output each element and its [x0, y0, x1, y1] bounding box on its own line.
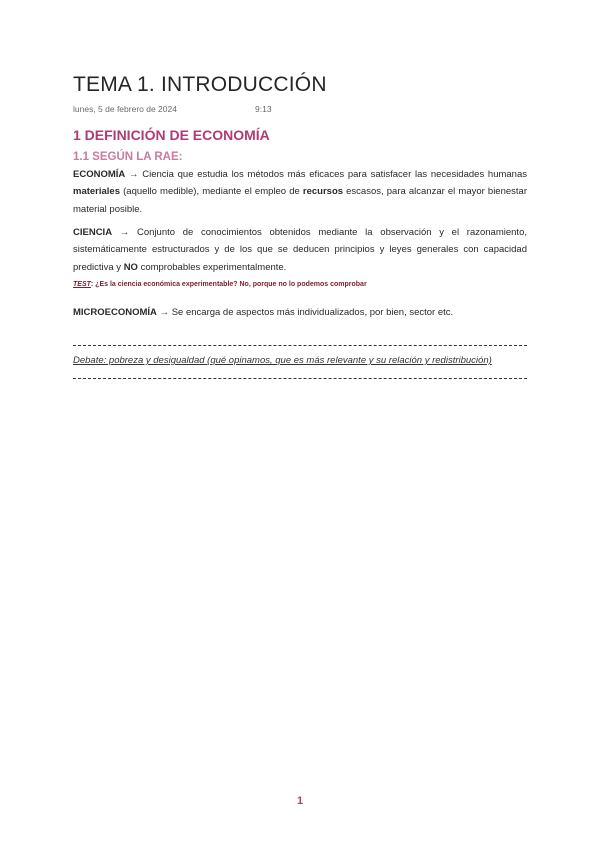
- debate-line: Debate: pobreza y desigualdad (qué opinamos, que es más relevante y su relación y redistribución): [73, 355, 492, 366]
- note-date: lunes, 5 de febrero de 2024: [73, 104, 177, 114]
- ciencia-text-c: comprobables experimentalmente.: [137, 261, 287, 273]
- ciencia-term: CIENCIA: [73, 227, 113, 238]
- test-question: [73, 281, 367, 288]
- microeconomia-definition: [73, 307, 453, 318]
- divider-bottom: [73, 378, 527, 379]
- arrow-icon: →: [128, 169, 139, 180]
- note-time: 9:13: [255, 104, 272, 114]
- ciencia-text-a: Conjunto de conocimientos obtenidos mediante la observación y el razonamiento, sistemáticamente estructurados y de los que se deducen principios y leyes generales con capacidad predictiva y: [73, 227, 527, 273]
- economia-bold-materiales: materiales: [73, 186, 121, 198]
- economia-bold-recursos: recursos: [302, 186, 344, 198]
- page-title: TEMA 1. INTRODUCCIÓN: [73, 73, 327, 96]
- test-label: TEST: [73, 281, 91, 288]
- section-heading: 1 DEFINICIÓN DE ECONOMÍA: [73, 127, 270, 143]
- microeconomia-term: MICROECONOMÍA: [73, 307, 157, 318]
- divider-top: [73, 345, 527, 346]
- subsection-heading: 1.1 SEGÚN LA RAE:: [73, 151, 183, 163]
- economia-definition: [73, 166, 527, 218]
- test-text: : ¿Es la ciencia económica experimentable? No, porque no lo podemos comprobar: [90, 281, 367, 288]
- ciencia-bold-no: NO: [123, 261, 138, 273]
- arrow-icon: →: [119, 227, 130, 238]
- economia-text-e: escasos, para alcanzar el mayor bienestar material posible.: [73, 186, 527, 215]
- arrow-icon: →: [159, 307, 170, 318]
- economia-text-c: (aquello medible), mediante el empleo de: [120, 186, 303, 198]
- economia-term: ECONOMÍA: [73, 169, 126, 180]
- page-number: 1: [296, 795, 304, 807]
- note-meta: [73, 104, 373, 114]
- microeconomia-text: Se encarga de aspectos más individualizados, por bien, sector etc.: [171, 307, 454, 318]
- ciencia-definition: [73, 224, 527, 276]
- economia-text-a: Ciencia que estudia los métodos más eficaces para satisfacer las necesidades humanas: [142, 169, 527, 180]
